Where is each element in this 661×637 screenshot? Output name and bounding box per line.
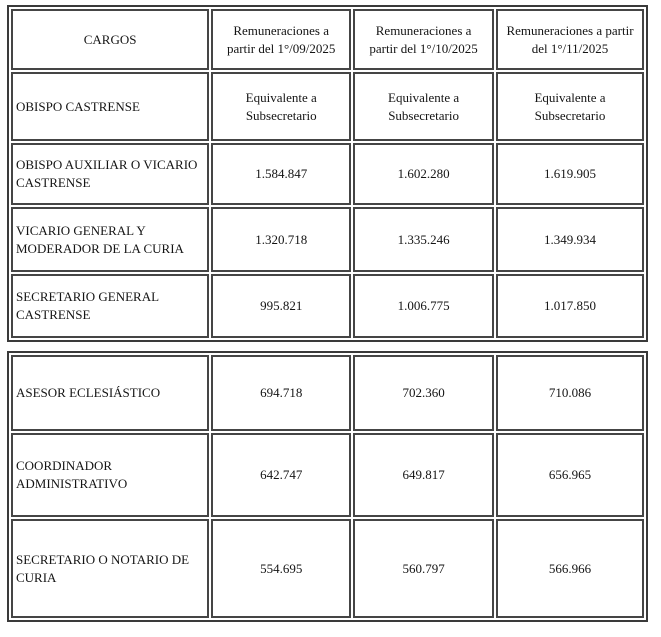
table-row (11, 355, 644, 431)
remuneracion-value: 1.584.847 (211, 143, 351, 205)
remuneration-table-upper (7, 5, 648, 342)
remuneracion-value: 566.966 (496, 519, 644, 618)
remuneracion-value: Equivalente a Subsecretario (211, 72, 351, 141)
remuneracion-value: 1.602.280 (353, 143, 494, 205)
remuneracion-value: 642.747 (211, 433, 351, 517)
table-row (11, 274, 644, 338)
remuneracion-value: 1.335.246 (353, 207, 494, 272)
remuneracion-value: Equivalente a Subsecretario (496, 72, 644, 141)
cargo-label: OBISPO CASTRENSE (11, 72, 209, 141)
cargo-label: SECRETARIO GENERAL CASTRENSE (11, 274, 209, 338)
remuneracion-value: 1.017.850 (496, 274, 644, 338)
table-row (11, 72, 644, 141)
header-cargos: CARGOS (11, 9, 209, 70)
remuneracion-value: 1.349.934 (496, 207, 644, 272)
cargo-label: OBISPO AUXILIAR O VICARIO CASTRENSE (11, 143, 209, 205)
header-remuneracion-oct: Remuneraciones a partir del 1°/10/2025 (353, 9, 494, 70)
table-separator-gap (7, 342, 661, 351)
remuneracion-value: Equivalente a Subsecretario (353, 72, 494, 141)
header-remuneracion-nov: Remuneraciones a partir del 1°/11/2025 (496, 9, 644, 70)
remuneracion-value: 560.797 (353, 519, 494, 618)
table-row (11, 207, 644, 272)
table-row (11, 143, 644, 205)
remuneracion-value: 710.086 (496, 355, 644, 431)
remuneracion-value: 1.006.775 (353, 274, 494, 338)
remuneracion-value: 1.320.718 (211, 207, 351, 272)
cargo-label: SECRETARIO O NOTARIO DE CURIA (11, 519, 209, 618)
remuneracion-value: 995.821 (211, 274, 351, 338)
table-row (11, 433, 644, 517)
remuneration-table-lower (7, 351, 648, 622)
cargo-label: VICARIO GENERAL Y MODERADOR DE LA CURIA (11, 207, 209, 272)
remuneracion-value: 649.817 (353, 433, 494, 517)
cargo-label: ASESOR ECLESIÁSTICO (11, 355, 209, 431)
remuneracion-value: 1.619.905 (496, 143, 644, 205)
remuneracion-value: 702.360 (353, 355, 494, 431)
remuneracion-value: 694.718 (211, 355, 351, 431)
remuneracion-value: 656.965 (496, 433, 644, 517)
table-header-row (11, 9, 644, 70)
table-row (11, 519, 644, 618)
cargo-label: COORDINADOR ADMINISTRATIVO (11, 433, 209, 517)
header-remuneracion-sep: Remuneraciones a partir del 1°/09/2025 (211, 9, 351, 70)
remuneracion-value: 554.695 (211, 519, 351, 618)
